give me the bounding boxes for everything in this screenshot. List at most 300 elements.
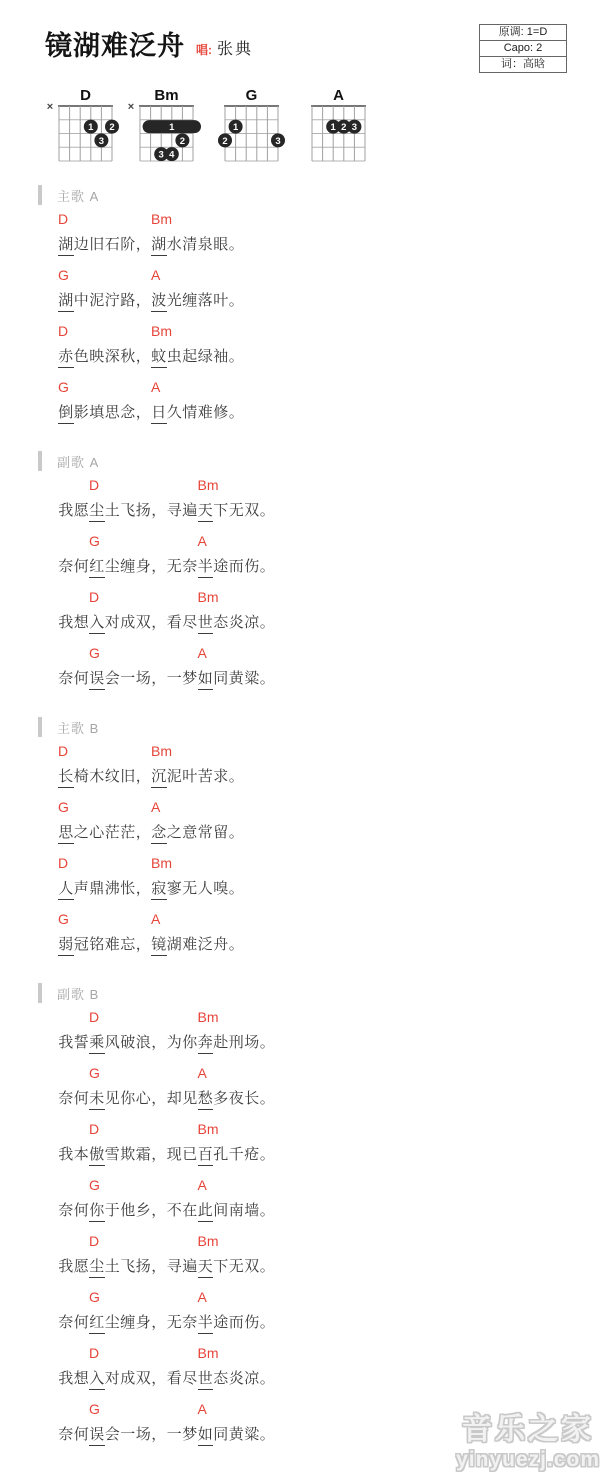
lyric-char: 双 xyxy=(135,1370,151,1387)
lyric-char: 何 xyxy=(73,1202,89,1219)
lyric-char: 半 xyxy=(198,1312,214,1334)
lyric-char: 色 xyxy=(73,348,89,365)
lyric-char: 倒 xyxy=(58,402,74,424)
mute-string-icon: × xyxy=(46,101,54,113)
lyric-char: 绿 xyxy=(197,348,213,365)
chord-row xyxy=(58,318,603,342)
lyric-char: ， xyxy=(151,1370,167,1387)
lyric-char: 苦 xyxy=(197,768,213,785)
chord-label: Bm xyxy=(197,1233,219,1249)
lyric-char: 飞 xyxy=(120,502,136,519)
lyric-text-row xyxy=(58,1252,603,1288)
finger-number: 2 xyxy=(179,135,186,147)
lyric-char: 半 xyxy=(198,556,214,578)
chord-diagram-label: D xyxy=(80,87,91,104)
lyric-text-row xyxy=(58,762,603,798)
chord-row xyxy=(58,1060,603,1084)
barre-finger-number: 1 xyxy=(169,122,175,134)
info-row: 词：高晗 xyxy=(480,56,566,72)
lyric-char: 镜 xyxy=(151,934,167,956)
chord-row xyxy=(58,528,603,552)
section-label: 主歌 A xyxy=(57,188,100,204)
lyric-char: 天 xyxy=(198,500,214,522)
chord-diagram-svg-G xyxy=(209,86,289,164)
lyric-char: 见 xyxy=(104,1090,120,1107)
lyric-char: 泉 xyxy=(197,236,213,253)
lyric-char: 弱 xyxy=(58,934,74,956)
lyric-char: 。 xyxy=(259,1146,275,1163)
lyric-char: 刑 xyxy=(228,1034,244,1051)
lyric-line xyxy=(38,472,603,528)
lyric-text-row xyxy=(58,286,603,322)
lyric-char: 泞 xyxy=(104,292,120,309)
lyric-line xyxy=(38,1284,603,1340)
lyric-char: 我 xyxy=(58,614,74,631)
lyric-line xyxy=(38,738,603,794)
lyric-char: 袖 xyxy=(213,348,229,365)
lyric-char: ， xyxy=(135,404,151,421)
lyric-char: 误 xyxy=(89,1424,105,1446)
lyric-char: 如 xyxy=(198,668,214,690)
lyric-char: 求 xyxy=(213,768,229,785)
lyric-char: 他 xyxy=(120,1202,136,1219)
lyric-char: 难 xyxy=(104,936,120,953)
lyric-char: ， xyxy=(151,558,167,575)
lyric-char: 忘 xyxy=(120,936,136,953)
lyric-line xyxy=(38,850,603,906)
chord-label: D xyxy=(89,1345,100,1361)
lyric-char: 缠 xyxy=(120,1314,136,1331)
chord-row xyxy=(58,584,603,608)
lyric-char: 旧 xyxy=(120,768,136,785)
chord-label: Bm xyxy=(197,477,219,493)
lyric-char: 梦 xyxy=(182,1426,198,1443)
lyric-char: 何 xyxy=(73,670,89,687)
lyric-char: 粱 xyxy=(244,670,260,687)
lyric-char: 双 xyxy=(244,1258,260,1275)
lyric-char: 多 xyxy=(213,1090,229,1107)
lyric-char: 缠 xyxy=(182,292,198,309)
lyric-char: 难 xyxy=(197,404,213,421)
lyric-char: 心 xyxy=(89,824,105,841)
lyric-line xyxy=(38,640,603,696)
lyric-char: 一 xyxy=(120,1426,136,1443)
lyric-char: ， xyxy=(151,1426,167,1443)
finger-number: 1 xyxy=(330,122,336,134)
lyric-text-row xyxy=(58,552,603,588)
lyric-line xyxy=(38,528,603,584)
lyric-char: 情 xyxy=(182,404,198,421)
watermark-url: yinyuezj.com xyxy=(456,1448,600,1471)
lyric-char: ， xyxy=(151,1202,167,1219)
lyric-char: 我 xyxy=(58,1258,74,1275)
lyric-char: 舟 xyxy=(213,936,229,953)
lyric-char: 湖 xyxy=(166,936,182,953)
lyric-char: 百 xyxy=(198,1144,214,1166)
lyric-char: 。 xyxy=(259,1202,275,1219)
lyric-char: 。 xyxy=(259,670,275,687)
singer-name: 张典 xyxy=(217,41,254,58)
lyric-char: 奈 xyxy=(58,1426,74,1443)
chord-label: Bm xyxy=(151,743,172,759)
lyric-char: 愿 xyxy=(73,502,89,519)
finger-number: 2 xyxy=(222,135,228,147)
lyric-char: 波 xyxy=(151,290,167,312)
lyric-char: 何 xyxy=(73,1090,89,1107)
singer-block xyxy=(196,36,253,59)
chord-diagram-label: G xyxy=(245,87,258,104)
lyric-char: 。 xyxy=(228,404,244,421)
info-row: 原调: 1=D xyxy=(498,26,548,38)
chord-row xyxy=(58,374,603,398)
lyric-line xyxy=(38,318,603,374)
lyric-char: 南 xyxy=(228,1202,244,1219)
chord-label: A xyxy=(197,1177,207,1193)
lyric-char: ， xyxy=(135,292,151,309)
chord-label: G xyxy=(58,911,69,927)
lyric-char: 如 xyxy=(198,1424,214,1446)
lyric-text-row xyxy=(58,1028,603,1064)
section-header xyxy=(38,184,603,206)
chord-row xyxy=(58,794,603,818)
lyric-char: 千 xyxy=(228,1146,244,1163)
lyric-char: 对 xyxy=(104,614,120,631)
lyric-char: 思 xyxy=(58,822,74,844)
finger-number: 3 xyxy=(98,135,105,147)
chord-row xyxy=(58,1004,603,1028)
lyric-char: 欺 xyxy=(120,1146,136,1163)
lyric-char: 叶 xyxy=(213,292,229,309)
section-label: 副歌 B xyxy=(57,986,100,1002)
finger-number: 2 xyxy=(109,122,115,134)
lyric-char: 凉 xyxy=(244,1370,260,1387)
lyric-char: 炎 xyxy=(228,614,244,631)
chord-row xyxy=(58,1228,603,1252)
lyric-char: 难 xyxy=(182,936,198,953)
lyric-char: ， xyxy=(135,936,151,953)
lyric-char: 。 xyxy=(228,936,244,953)
lyric-char: 。 xyxy=(259,502,275,519)
chord-diagram-label: A xyxy=(333,87,344,104)
chord-row xyxy=(58,206,603,230)
lyric-text-row xyxy=(58,818,603,854)
lyric-char: 乡 xyxy=(135,1202,151,1219)
lyric-char: ， xyxy=(151,1314,167,1331)
lyric-char: 鼎 xyxy=(89,880,105,897)
lyric-text-row xyxy=(58,230,603,266)
lyric-char: 雪 xyxy=(104,1146,120,1163)
lyric-char: 。 xyxy=(259,1258,275,1275)
lyric-char: 寥 xyxy=(166,880,182,897)
lyric-char: 无 xyxy=(228,502,244,519)
lyric-char: 纹 xyxy=(104,768,120,785)
chord-row xyxy=(58,1340,603,1364)
lyric-char: 填 xyxy=(89,404,105,421)
finger-number: 2 xyxy=(341,122,347,134)
lyric-char: 红 xyxy=(89,1312,105,1334)
chord-label: Bm xyxy=(151,211,172,227)
lyric-char: 想 xyxy=(73,1370,89,1387)
lyric-char: 黄 xyxy=(228,670,244,687)
chord-diagrams-row xyxy=(0,86,607,178)
lyric-char: 天 xyxy=(198,1256,214,1278)
lyric-char: 同 xyxy=(213,670,229,687)
lyric-char: 尽 xyxy=(182,614,198,631)
chord-label: G xyxy=(58,799,69,815)
chord-label: A xyxy=(197,1065,207,1081)
lyric-char: 会 xyxy=(104,1426,120,1443)
lyric-char: 清 xyxy=(182,236,198,253)
lyric-char: 寻 xyxy=(166,502,182,519)
lyric-char: 铭 xyxy=(89,936,105,953)
lyric-char: 现 xyxy=(166,1146,182,1163)
lyric-char: 椅 xyxy=(73,768,89,785)
lyric-char: 疮 xyxy=(244,1146,260,1163)
chord-label: A xyxy=(197,645,207,661)
section-marker-bar xyxy=(38,717,42,737)
lyric-char: 你 xyxy=(120,1090,136,1107)
section-marker-bar xyxy=(38,451,42,471)
chord-diagram-svg-A xyxy=(296,86,376,164)
chord-diagram-G xyxy=(209,86,289,169)
lyric-char: 赴 xyxy=(213,1034,229,1051)
lyric-text-row xyxy=(58,496,603,532)
chord-row xyxy=(58,1116,603,1140)
lyric-char: 心 xyxy=(135,1090,151,1107)
lyric-char: 态 xyxy=(213,614,229,631)
lyric-char: 赤 xyxy=(58,346,74,368)
chord-label: A xyxy=(197,533,207,549)
section xyxy=(38,982,603,1452)
lyric-line xyxy=(38,206,603,262)
lyric-char: 粱 xyxy=(244,1426,260,1443)
chord-row xyxy=(58,1284,603,1308)
lyric-char: 在 xyxy=(182,1202,198,1219)
lyric-char: 愿 xyxy=(73,1258,89,1275)
lyric-char: 何 xyxy=(73,558,89,575)
lyric-char: 怅 xyxy=(120,880,136,897)
section xyxy=(38,184,603,430)
lyric-char: 尘 xyxy=(89,500,105,522)
lyric-char: 看 xyxy=(166,1370,182,1387)
lyric-char: 无 xyxy=(166,1314,182,1331)
lyric-char: 途 xyxy=(213,558,229,575)
lyric-char: 阶 xyxy=(120,236,136,253)
lyric-text-row xyxy=(58,1140,603,1176)
lyric-char: 。 xyxy=(228,236,244,253)
lyric-char: 。 xyxy=(228,824,244,841)
lyric-char: 沉 xyxy=(151,766,167,788)
lyric-char: 无 xyxy=(182,880,198,897)
lyric-char: 久 xyxy=(166,404,182,421)
finger-number: 3 xyxy=(351,122,358,134)
finger-number: 1 xyxy=(88,122,94,134)
lyric-char: 寂 xyxy=(151,878,167,900)
chord-label: Bm xyxy=(151,323,172,339)
lyric-char: 场 xyxy=(135,670,151,687)
chord-label: G xyxy=(89,1065,100,1081)
lyric-char: 我 xyxy=(58,1146,74,1163)
lyric-char: 霜 xyxy=(135,1146,151,1163)
lyric-char: 于 xyxy=(104,1202,120,1219)
lyric-char: 尘 xyxy=(104,1314,120,1331)
lyric-text-row xyxy=(58,608,603,644)
chord-label: G xyxy=(58,267,69,283)
lyric-char: ， xyxy=(135,880,151,897)
lyric-char: 我 xyxy=(58,1034,74,1051)
lyric-char: 伤 xyxy=(244,1314,260,1331)
chord-diagram-svg-Bm xyxy=(124,86,204,164)
chord-label: D xyxy=(89,1233,100,1249)
lyric-char: 声 xyxy=(73,880,89,897)
lyric-char: 间 xyxy=(213,1202,229,1219)
lyric-char: 却 xyxy=(166,1090,182,1107)
lyric-char: 一 xyxy=(120,670,136,687)
sing-label: 唱: xyxy=(196,43,212,57)
chord-row xyxy=(58,738,603,762)
section-header xyxy=(38,450,603,472)
lyric-char: 泥 xyxy=(89,292,105,309)
lyric-char: 无 xyxy=(166,558,182,575)
finger-number: 1 xyxy=(232,122,239,134)
chord-label: A xyxy=(151,267,161,283)
lyric-char: 水 xyxy=(166,236,182,253)
chord-label: A xyxy=(197,1289,207,1305)
lyric-char: 墙 xyxy=(244,1202,260,1219)
lyric-char: 。 xyxy=(259,1426,275,1443)
lyric-char: 奈 xyxy=(58,670,74,687)
lyric-char: 起 xyxy=(182,348,198,365)
lyric-line xyxy=(38,906,603,962)
lyric-char: 蚊 xyxy=(151,346,167,368)
lyric-line xyxy=(38,794,603,850)
lyric-text-row xyxy=(58,930,603,966)
lyric-char: 尘 xyxy=(89,1256,105,1278)
watermark-logo-text: 音乐之家 xyxy=(462,1413,595,1446)
lyric-char: 。 xyxy=(228,768,244,785)
lyric-char: 影 xyxy=(73,404,89,421)
lyric-char: 风 xyxy=(104,1034,120,1051)
watermark xyxy=(456,1404,600,1472)
chord-diagram-A xyxy=(296,86,376,169)
lyric-char: 双 xyxy=(244,502,260,519)
lyric-char: 遍 xyxy=(182,1258,198,1275)
lyric-line xyxy=(38,584,603,640)
lyric-char: 长 xyxy=(58,766,74,788)
lyric-char: 湖 xyxy=(58,234,74,256)
chord-row xyxy=(58,850,603,874)
lyric-char: 成 xyxy=(120,614,136,631)
lyric-char: 途 xyxy=(213,1314,229,1331)
lyric-char: 。 xyxy=(259,614,275,631)
lyric-char: 眼 xyxy=(213,236,229,253)
lyric-char: 湖 xyxy=(151,234,167,256)
lyric-line xyxy=(38,1340,603,1396)
lyric-char: 尽 xyxy=(182,1370,198,1387)
chord-label: G xyxy=(89,645,100,661)
lyric-char: 看 xyxy=(166,614,182,631)
chord-label: D xyxy=(58,323,69,339)
lyric-char: 扬 xyxy=(135,1258,151,1275)
lyric-text-row xyxy=(58,398,603,434)
lyric-char: 叶 xyxy=(182,768,198,785)
chord-label: Bm xyxy=(197,1345,219,1361)
lyric-text-row xyxy=(58,874,603,910)
chord-label: D xyxy=(58,211,69,227)
lyric-text-row xyxy=(58,1308,603,1344)
chord-label: G xyxy=(89,533,100,549)
chord-label: D xyxy=(89,1121,100,1137)
lyric-char: 此 xyxy=(198,1200,214,1222)
lyric-char: 无 xyxy=(228,1258,244,1275)
content xyxy=(38,184,603,1472)
lyric-char: 。 xyxy=(228,880,244,897)
lyric-char: 遍 xyxy=(182,502,198,519)
lyric-char: 红 xyxy=(89,556,105,578)
info-box xyxy=(479,24,567,73)
section-label: 主歌 B xyxy=(57,720,100,736)
chord-row xyxy=(58,906,603,930)
lyric-char: 会 xyxy=(104,670,120,687)
chord-diagram-label: Bm xyxy=(154,87,179,104)
lyric-char: ， xyxy=(151,502,167,519)
lyric-char: 虫 xyxy=(166,348,182,365)
lyric-char: 念 xyxy=(151,822,167,844)
lyric-char: 态 xyxy=(213,1370,229,1387)
lyric-char: 身 xyxy=(135,1314,151,1331)
lyric-char: 伤 xyxy=(244,558,260,575)
chord-row xyxy=(58,262,603,286)
lyric-char: ， xyxy=(135,768,151,785)
lyric-char: 我 xyxy=(58,1370,74,1387)
lyric-char: 下 xyxy=(213,502,229,519)
chord-label: D xyxy=(58,855,69,871)
lyric-line xyxy=(38,1116,603,1172)
lyric-char: 黄 xyxy=(228,1426,244,1443)
lyric-char: 人 xyxy=(58,878,74,900)
lyric-char: 你 xyxy=(182,1034,198,1051)
lyric-char: 。 xyxy=(259,558,275,575)
lyric-char: 何 xyxy=(73,1426,89,1443)
lyric-char: 凉 xyxy=(244,614,260,631)
chord-label: Bm xyxy=(151,855,172,871)
info-row: Capo: 2 xyxy=(480,40,566,56)
lyric-char: 。 xyxy=(259,1314,275,1331)
lyric-char: ， xyxy=(135,236,151,253)
lyric-text-row xyxy=(58,1364,603,1400)
lyric-char: 泛 xyxy=(197,936,213,953)
lyric-char: 路 xyxy=(120,292,136,309)
chord-diagram-Bm xyxy=(124,86,204,169)
lyric-char: 我 xyxy=(58,502,74,519)
lyric-char: 誓 xyxy=(73,1034,89,1051)
lyric-char: 。 xyxy=(259,1090,275,1107)
lyric-char: 中 xyxy=(73,292,89,309)
lyric-char: 一 xyxy=(166,1426,182,1443)
lyric-char: 思 xyxy=(104,404,120,421)
lyric-char: 扬 xyxy=(135,502,151,519)
lyric-char: 。 xyxy=(259,1370,275,1387)
lyric-char: 。 xyxy=(259,1034,275,1051)
lyric-char: 傲 xyxy=(89,1144,105,1166)
lyric-char: 为 xyxy=(166,1034,182,1051)
lyric-char: 映 xyxy=(89,348,105,365)
lyric-char: 不 xyxy=(166,1202,182,1219)
lyric-char: 茫 xyxy=(104,824,120,841)
lyric-char: 奈 xyxy=(58,1202,74,1219)
lyric-char: 茫 xyxy=(120,824,136,841)
chord-label: G xyxy=(89,1289,100,1305)
